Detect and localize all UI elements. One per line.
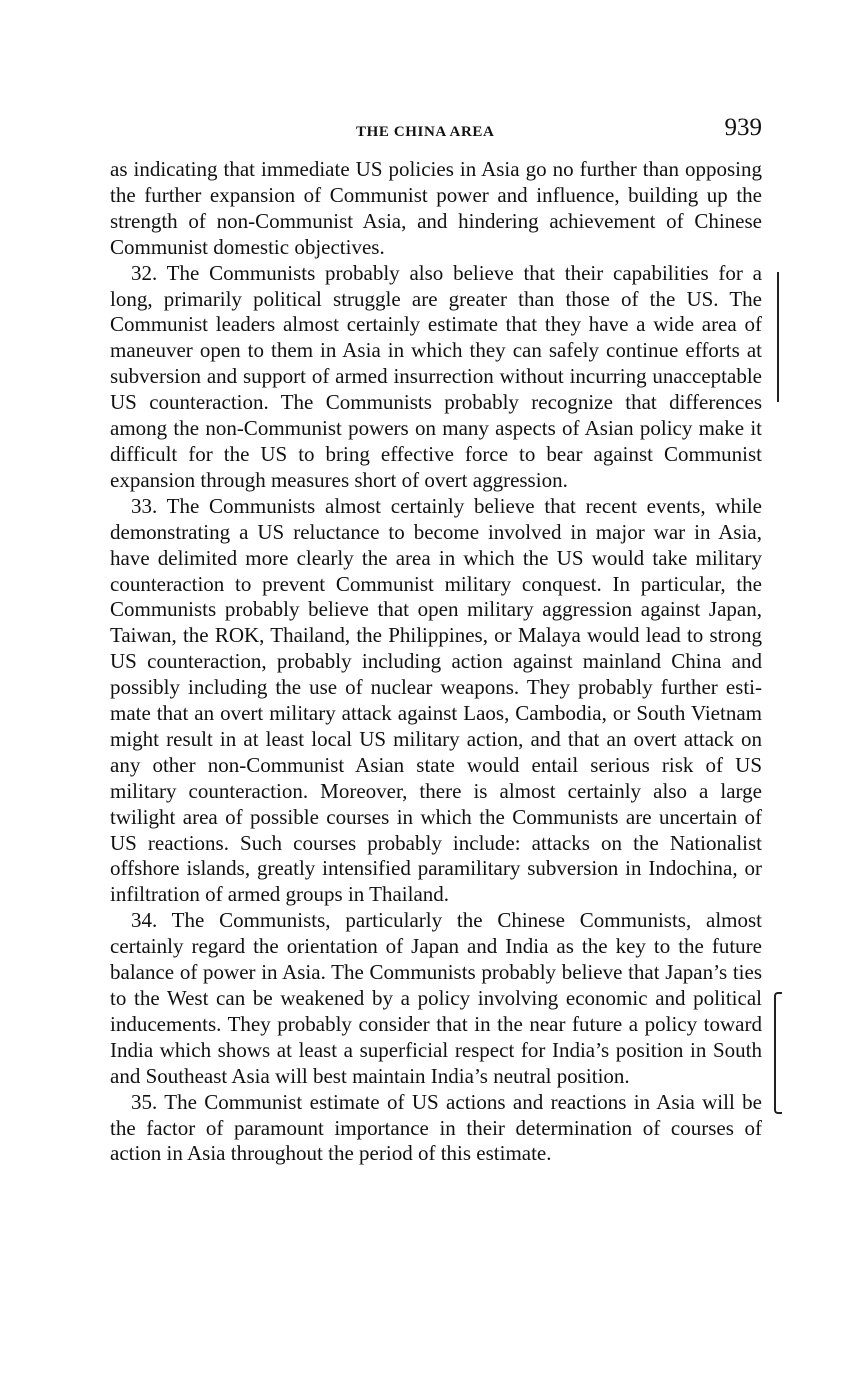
paragraph-continuation: as indicating that immediate US policies in Asia go no further than opposing the further expansion of Communist power and influence, building up the strength of non-Communist Asia, and hindering achievement of Chinese Communist domestic objectives. bbox=[110, 157, 762, 259]
body-text bbox=[110, 157, 762, 1167]
paragraph-33: 33. The Communists almost certainly believe that recent events, while demonstrating a US reluctance to become involved in major war in Asia, have delimited more clearly the area in which the US would take military counteraction to prevent Communist military conquest. In particular, the Communists probably believe that open military aggression against Japan, Taiwan, the ROK, Thailand, the Philippines, or Malaya would lead to strong US counteraction, probably including action against mainland China and possibly including the use of nuclear weapons. They probably further estimate that an overt military attack against Laos, Cambodia, or South Vietnam might result in at least local US military action, and that an overt attack on any other non-Communist Asian state would entail serious risk of US military counteraction. Moreover, there is almost certainly also a large twilight area of possible courses in which the Communists are uncertain of US reactions. Such courses probably include: attacks on the Nationalist offshore islands, greatly intensified paramilitary subversion in Indochina, or infiltration of armed groups in Thailand. bbox=[110, 493, 762, 907]
margin-sideline-paragraph-32 bbox=[777, 272, 779, 402]
paragraph-34: 34. The Communists, particularly the Chinese Communists, almost certainly regard the orientation of Japan and India as the key to the future balance of power in Asia. The Communists probably believe that Japan’s ties to the West can be weakened by a policy involving economic and political inducements. They probably consider that in the near future a policy toward India which shows at least a superficial respect for India’s position in South and Southeast Asia will best maintain India’s neutral position. bbox=[110, 908, 762, 1088]
running-title: THE CHINA AREA bbox=[356, 124, 495, 140]
paragraph-32: 32. The Communists probably also believe that their capabilities for a long, primarily political struggle are greater than those of the US. The Communist leaders almost certainly estimate that they have a wide area of maneuver open to them in Asia in which they can safely continue efforts at subversion and support of armed insurrection without incurring unacceptable US counteraction. The Communists probably recognize that differences among the non-Communist powers on many aspects of Asian policy make it difficult for the US to bring effective force to bear against Communist expansion through measures short of overt aggression. bbox=[110, 260, 762, 492]
margin-bracket-paragraph-34 bbox=[774, 992, 782, 1114]
page-number: 939 bbox=[724, 114, 762, 141]
page-header bbox=[110, 114, 762, 148]
paragraph-35: 35. The Communist estimate of US actions and reactions in Asia will be the factor of paramount importance in their determination of courses of action in Asia throughout the period of this estimate. bbox=[110, 1089, 762, 1166]
